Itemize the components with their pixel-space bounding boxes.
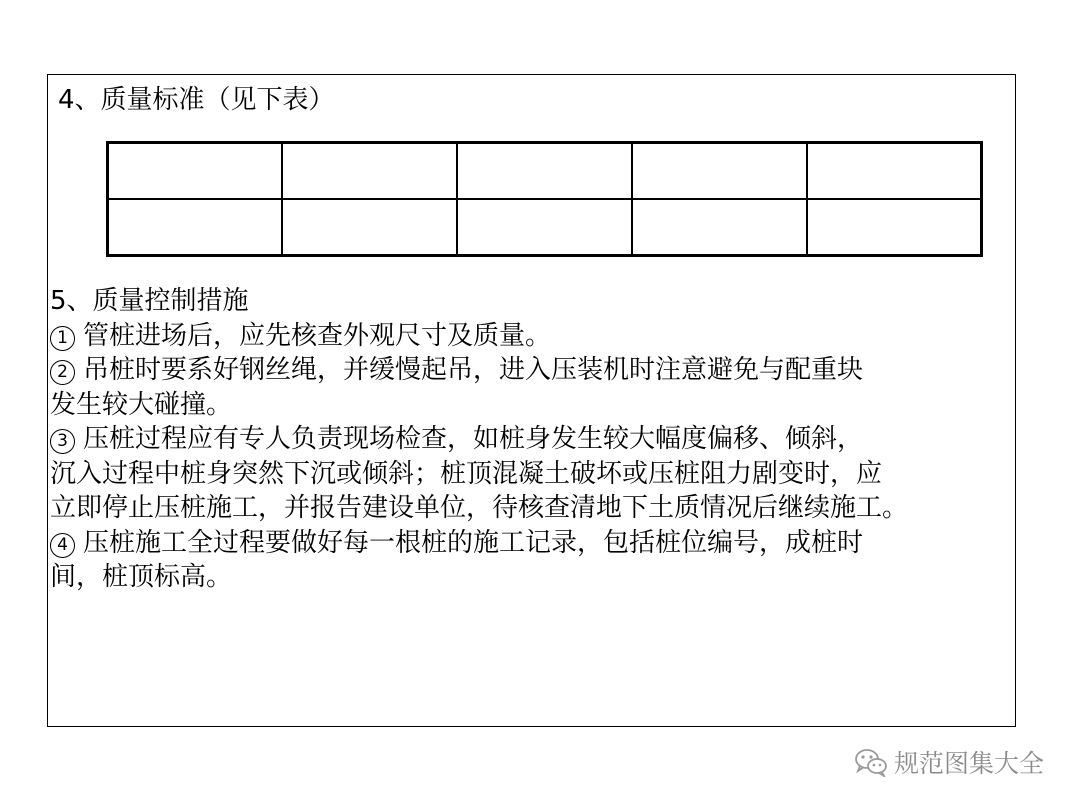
- table-cell: [457, 199, 632, 256]
- table-cell: [457, 143, 632, 200]
- measure-text: 管桩进场后，应先核查外观尺寸及质量。: [83, 320, 552, 351]
- circled-number-1: 1: [50, 326, 75, 351]
- table-cell: [108, 143, 283, 200]
- table-cell: [108, 199, 283, 256]
- measure-item-2: [50, 353, 1022, 388]
- measure-item-1: [50, 319, 1022, 354]
- measure-text-continued: 沉入过程中桩身突然下沉或倾斜；桩顶混凝土破坏或压桩阻力剧变时，应: [50, 458, 883, 489]
- watermark: [854, 744, 1044, 780]
- table-cell: [282, 199, 457, 256]
- table-cell: [632, 143, 807, 200]
- section-5: [50, 284, 1022, 595]
- measure-text: 吊桩时要系好钢丝绳，并缓慢起吊，进入压装机时注意避免与配重块: [83, 355, 864, 385]
- measure-text-continued: 间，桩顶标高。: [50, 562, 233, 592]
- watermark-text: 规范图集大全: [893, 749, 1044, 778]
- table-cell: [282, 143, 457, 200]
- circled-number-4: 4: [50, 533, 75, 558]
- circled-number-2: 2: [50, 360, 75, 385]
- wechat-icon: [854, 747, 888, 777]
- table-row: [108, 143, 982, 200]
- table-row: [108, 199, 982, 256]
- table-cell: [807, 199, 982, 256]
- quality-standard-table: [106, 141, 983, 257]
- measure-text-continued: 发生较大碰撞。: [50, 389, 233, 420]
- table-cell: [807, 143, 982, 200]
- table-cell: [632, 199, 807, 256]
- measure-text: 压桩过程应有专人负责现场检查，如桩身发生较大幅度偏移、倾斜，: [83, 424, 864, 454]
- measure-text: 压桩施工全过程要做好每一根桩的施工记录，包括桩位编号，成桩时: [83, 527, 864, 558]
- measure-item-3: [50, 422, 1022, 457]
- section-5-heading: 5、质量控制措施: [50, 286, 249, 316]
- measure-text-continued: 立即停止压桩施工，并报告建设单位，待核查清地下土质情况后继续施工。: [50, 493, 909, 523]
- measure-item-4: [50, 526, 1022, 561]
- section-4-heading: 4、质量标准（见下表）: [58, 85, 335, 115]
- circled-number-3: 3: [50, 429, 75, 454]
